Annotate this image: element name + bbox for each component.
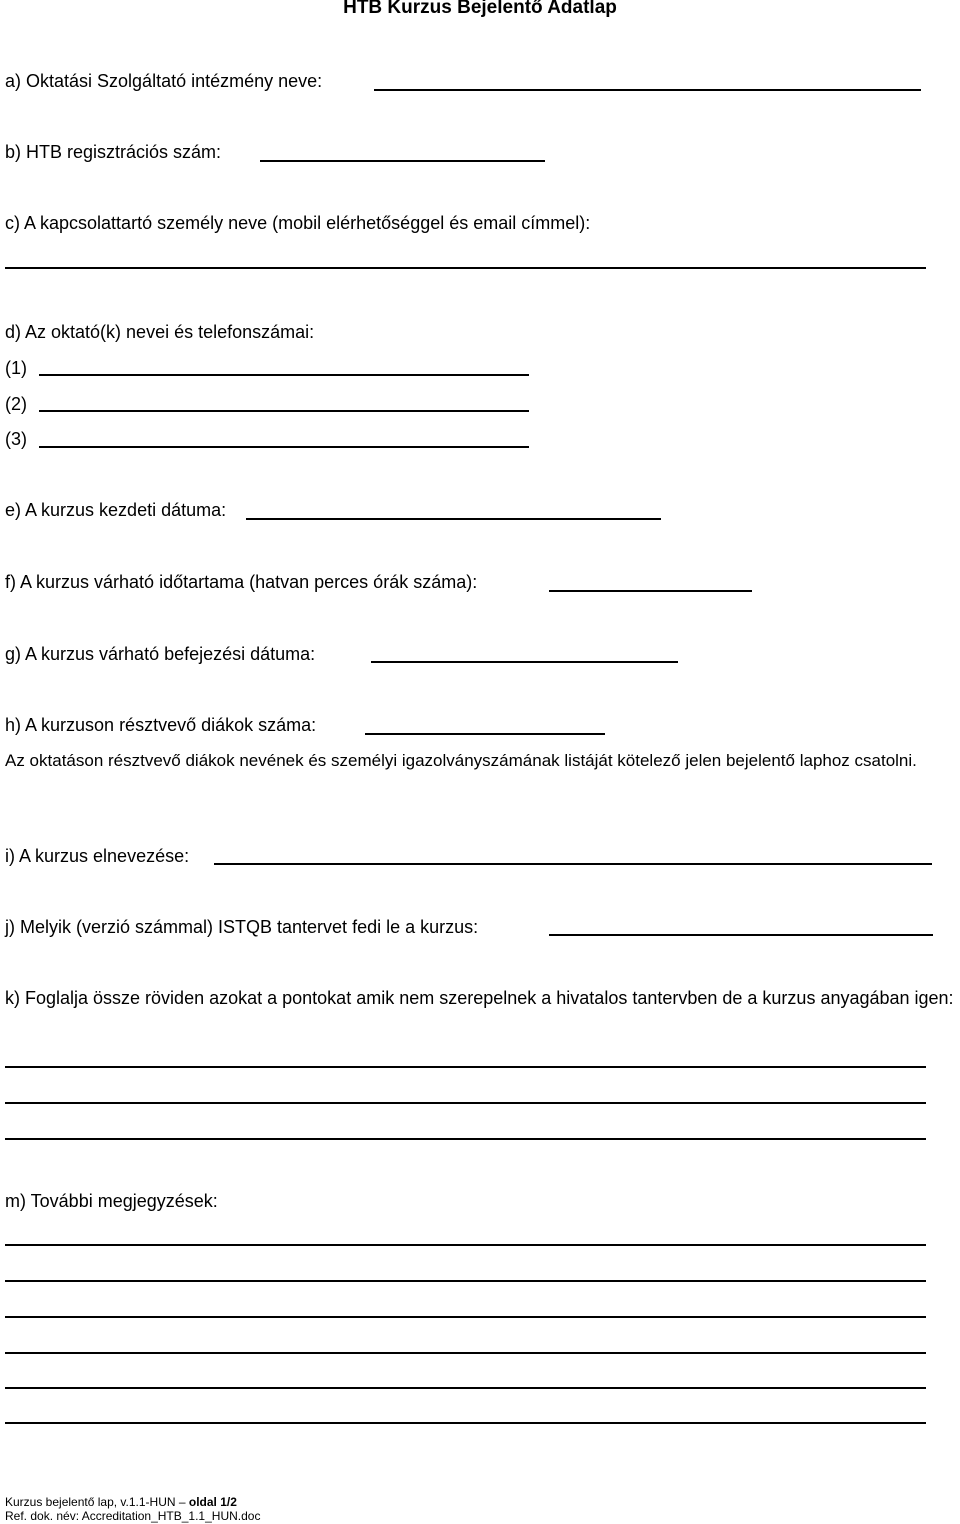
extra-topics-line-3[interactable] (5, 1138, 926, 1140)
duration-field[interactable] (549, 590, 752, 592)
participant-list-note: Az oktatáson résztvevő diákok nevének és személyi igazolványszámának listáját kötelező jelen bejelentő laphoz csatolni. (5, 751, 917, 770)
remarks-line-2[interactable] (5, 1280, 926, 1282)
label-instructors: d) Az oktató(k) nevei és telefonszámai: (5, 322, 315, 342)
remarks-line-5[interactable] (5, 1387, 926, 1389)
extra-topics-line-2[interactable] (5, 1102, 926, 1104)
registration-number-field[interactable] (260, 160, 545, 162)
label-start-date: e) A kurzus kezdeti dátuma: (5, 500, 227, 520)
remarks-line-6[interactable] (5, 1422, 926, 1424)
label-end-date: g) A kurzus várható befejezési dátuma: (5, 644, 316, 664)
instructor-2-field[interactable] (39, 410, 529, 412)
instructor-3-field[interactable] (39, 446, 529, 448)
label-course-name: i) A kurzus elnevezése: (5, 846, 190, 866)
footer-separator: – (175, 1495, 189, 1509)
label-registration-number: b) HTB regisztrációs szám: (5, 142, 222, 162)
remarks-line-1[interactable] (5, 1244, 926, 1246)
label-instructor-2: (2) (5, 394, 27, 414)
label-syllabus: j) Melyik (verzió számmal) ISTQB tantervet fedi le a kurzus: (5, 917, 479, 937)
remarks-line-4[interactable] (5, 1352, 926, 1354)
label-institution-name: a) Oktatási Szolgáltató intézmény neve: (5, 71, 323, 91)
contact-person-field[interactable] (5, 267, 926, 269)
participant-count-field[interactable] (365, 733, 605, 735)
remarks-line-3[interactable] (5, 1316, 926, 1318)
label-participant-count: h) A kurzuson résztvevő diákok száma: (5, 715, 317, 735)
syllabus-field[interactable] (549, 934, 933, 936)
footer-page-number: oldal 1/2 (188, 1495, 237, 1509)
label-remarks: m) További megjegyzések: (5, 1191, 218, 1211)
start-date-field[interactable] (246, 518, 661, 520)
page-title: HTB Kurzus Bejelentő Adatlap (343, 0, 617, 18)
label-duration: f) A kurzus várható időtartama (hatvan perces órák száma): (5, 572, 478, 592)
label-instructor-1: (1) (5, 358, 27, 378)
instructor-1-field[interactable] (39, 374, 529, 376)
course-name-field[interactable] (214, 863, 932, 865)
footer-reference: Ref. dok. név: Accreditation_HTB_1.1_HUN.doc (5, 1509, 261, 1523)
label-extra-topics: k) Foglalja össze röviden azokat a pontokat amik nem szerepelnek a hivatalos tantervben de a kurzus anyagában igen: (5, 988, 954, 1008)
end-date-field[interactable] (371, 661, 678, 663)
extra-topics-line-1[interactable] (5, 1066, 926, 1068)
label-instructor-3: (3) (5, 429, 27, 449)
footer-version (5, 1495, 237, 1509)
label-contact-person: c) A kapcsolattartó személy neve (mobil elérhetőséggel és email címmel): (5, 213, 591, 233)
institution-name-field[interactable] (374, 89, 921, 91)
footer-doc-title: Kurzus bejelentő lap, v.1.1-HUN (5, 1495, 176, 1509)
